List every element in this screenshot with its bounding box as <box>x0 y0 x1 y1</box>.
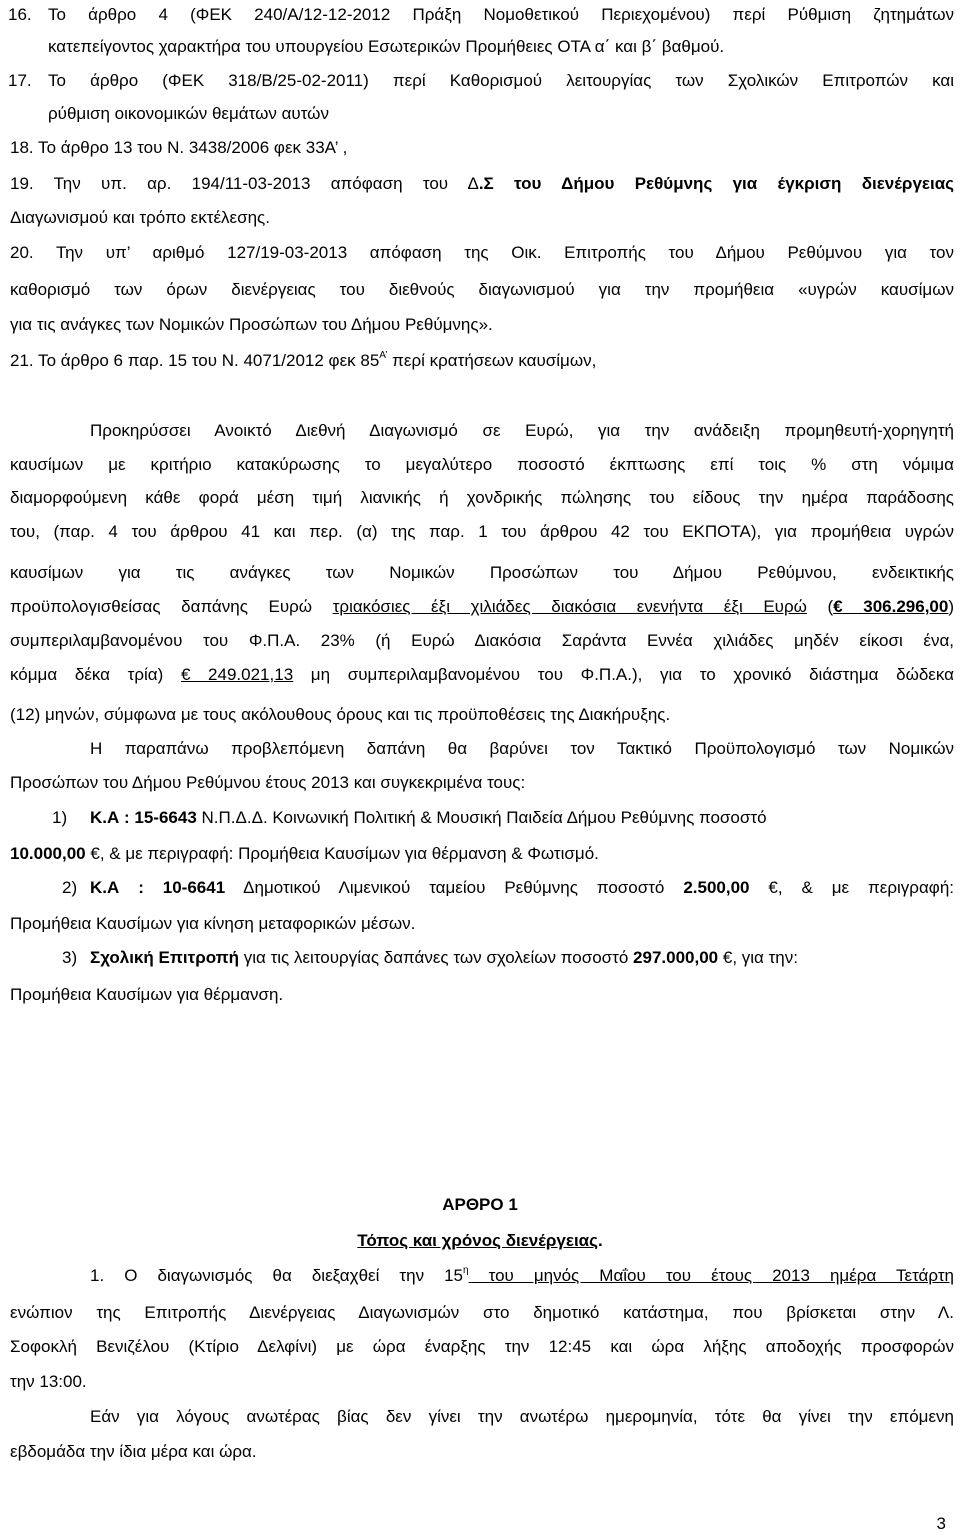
entry-2-code: Κ.Α : 10-6641 <box>90 878 226 897</box>
entry-1-desc-2: €, & με περιγραφή: Προμήθεια Καυσίμων για θέρμανση & Φωτισμό. <box>85 844 599 863</box>
announce-line-5: καυσίμων για τις ανάγκες των Νομικών Προσώπων του Δήμου Ρεθύμνου, ενδεικτικής <box>10 563 954 582</box>
item-number-17: 17. <box>8 71 32 90</box>
entry-3-desc: για τις λειτουργίας δαπάνες των σχολείων ποσοστό <box>239 948 634 967</box>
paren-open: ( <box>806 597 834 616</box>
entry-3-desc-2: €, για την: <box>718 948 798 967</box>
announce-line-2: καυσίμων με κριτήριο κατακύρωσης το μεγαλύτερο ποσοστό έκπτωσης επί τοις % στη νόμιμα <box>10 455 954 474</box>
paren-close: ) <box>948 597 954 616</box>
entry-3-amount: 297.000,00 <box>633 948 719 967</box>
item-19-line-2: Διαγωνισμού και τρόπο εκτέλεσης. <box>10 208 270 227</box>
article-p2-line-2: εβδομάδα την ίδια μέρα και ώρα. <box>10 1442 257 1461</box>
item-19-part-a: 19. Την υπ. αρ. 194/11-03-2013 απόφαση του Δ <box>10 174 479 193</box>
article-subheading-dot: . <box>597 1231 603 1250</box>
budget-entry-3-number: 3) <box>62 948 78 967</box>
p1-part-b: του μηνός Μαΐου του έτους 2013 ημέρα Τετάρτη <box>468 1266 954 1285</box>
announce-line-7: συμπεριλαμβανομένου του Φ.Π.Α. 23% (ή Ευρώ Διακόσια Σαράντα Εννέα χιλιάδες μηδέν είκοσι ένα, <box>10 631 954 650</box>
article-heading: ΑΡΘΡΟ 1 <box>442 1195 518 1214</box>
p1-superscript: η <box>463 1265 469 1276</box>
page-number: 3 <box>936 1514 946 1533</box>
budget-entry-3-line-1 <box>90 947 954 969</box>
article-subheading-text: Τόπος και χρόνος διενέργειας <box>357 1231 598 1250</box>
item-20-line-1: 20. Την υπ’ αριθμό 127/19-03-2013 απόφαση της Οικ. Επιτροπής του Δήμου Ρεθύμνου για τον <box>10 243 954 262</box>
article-p2-line-1: Εάν για λόγους ανωτέρας βίας δεν γίνει την ανωτέρω ημερομηνία, τότε θα γίνει την επόμενη <box>90 1407 954 1426</box>
article-p1-line-4: την 13:00. <box>10 1372 87 1391</box>
item-17-line-2: ρύθμιση οικονομικών θεμάτων αυτών <box>48 104 329 123</box>
item-20-line-2: καθορισμό των όρων διενέργειας του διεθνούς διαγωνισμού για την προμήθεια «υγρών καυσίμων <box>10 280 954 299</box>
entry-1-desc: Ν.Π.Δ.Δ. Κοινωνική Πολιτική & Μουσική Παιδεία Δήμου Ρεθύμνης ποσοστό <box>196 808 767 827</box>
net-amount: € 249.021,13 <box>180 665 294 684</box>
p1-part-a: 1. Ο διαγωνισμός θα διεξαχθεί την 15 <box>90 1266 464 1285</box>
item-number-16: 16. <box>8 5 32 24</box>
item-21-part-a: 21. Το άρθρο 6 παρ. 15 του Ν. 4071/2012 φεκ 85 <box>10 351 380 370</box>
budget-entry-1-number: 1) <box>52 808 68 827</box>
announce-line-8 <box>10 664 954 686</box>
article-subheading <box>0 1230 960 1252</box>
entry-2-desc: Δημοτικού Λιμενικού ταμείου Ρεθύμνης ποσοστό <box>225 878 684 897</box>
budget-entry-2-line-2: Προμήθεια Καυσίμων για κίνηση μεταφορικών μέσων. <box>10 914 416 933</box>
budget-entry-1-line-1 <box>90 807 954 829</box>
item-19-line-1 <box>10 173 954 195</box>
announce-l8-a: κόμμα δέκα τρία) <box>10 665 181 684</box>
article-p1-line-2: ενώπιον της Επιτροπής Διενέργειας Διαγωνισμών στο δημοτικό κατάστημα, που βρίσκεται στην Λ. <box>10 1303 954 1322</box>
entry-3-code: Σχολική Επιτροπή <box>90 948 240 967</box>
announce-l8-c: μη συμπεριλαμβανομένου του Φ.Π.Α.), για το χρονικό διάστημα δώδεκα <box>293 665 955 684</box>
total-amount: € 306.296,00 <box>833 597 949 616</box>
entry-2-amount: 2.500,00 <box>683 878 750 897</box>
announce-line-3: διαμορφούμενη κάθε φορά μέση τιμή λιανικής ή χονδρικής πώλησης του είδους την ημέρα παράδοσης <box>10 488 954 507</box>
announce-line-6 <box>10 596 954 618</box>
item-18: 18. Το άρθρο 13 του Ν. 3438/2006 φεκ 33Α’ , <box>10 138 348 157</box>
budget-entry-3-line-2: Προμήθεια Καυσίμων για θέρμανση. <box>10 985 284 1004</box>
announce-line-1: Προκηρύσσει Ανοικτό Διεθνή Διαγωνισμό σε Ευρώ, για την ανάδειξη προμηθευτή-χορηγητή <box>90 421 954 440</box>
budget-entry-2-line-1 <box>90 877 954 899</box>
item-20-line-3: για τις ανάγκες των Νομικών Προσώπων του Δήμου Ρεθύμνης». <box>10 315 493 334</box>
entry-1-code: Κ.Α : 15-6643 <box>90 808 197 827</box>
item-16-line-1: Το άρθρο 4 (ΦΕΚ 240/Α/12-12-2012 Πράξη Νομοθετικού Περιεχομένου) περί Ρύθμιση ζητημάτων <box>48 5 954 24</box>
announce-amount-intro: προϋπολογισθείσας δαπάνης Ευρώ <box>10 597 333 616</box>
article-p1-line-3: Σοφοκλή Βενιζέλου (Κτίριο Δελφίνι) με ώρα έναρξης την 12:45 και ώρα λήξης αποδοχής προσφορών <box>10 1337 954 1356</box>
amount-in-words: τριακόσιες έξι χιλιάδες διακόσια ενενήντα έξι Ευρώ <box>332 597 807 616</box>
entry-2-desc-2: €, & με περιγραφή: <box>749 878 954 897</box>
item-21-superscript: Α’ <box>379 350 388 361</box>
announce-line-9: (12) μηνών, σύμφωνα με τους ακόλουθους όρους και τις προϋποθέσεις της Διακήρυξης. <box>10 705 671 724</box>
item-17-line-1: Το άρθρο (ΦΕΚ 318/Β/25-02-2011) περί Καθορισμού λειτουργίας των Σχολικών Επιτροπών και <box>48 71 954 90</box>
budget-line-2: Προσώπων του Δήμου Ρεθύμνου έτους 2013 και συγκεκριμένα τους: <box>10 773 526 792</box>
budget-entry-2-number: 2) <box>62 878 78 897</box>
item-19-part-b: .Σ του Δήμου Ρεθύμνης για έγκριση διενέργειας <box>478 174 954 193</box>
item-21-part-b: περί κρατήσεων καυσίμων, <box>387 351 597 370</box>
announce-line-4: του, (παρ. 4 του άρθρου 41 και περ. (α) της παρ. 1 του άρθρου 42 του ΕΚΠΟΤΑ), για προμήθεια υγρών <box>10 522 954 541</box>
item-16-line-2: κατεπείγοντος χαρακτήρα του υπουργείου Εσωτερικών Προμήθειες ΟΤΑ α΄ και β΄ βαθμού. <box>48 37 725 56</box>
item-21 <box>10 350 910 372</box>
entry-1-amount: 10.000,00 <box>10 844 86 863</box>
article-p1-line-1 <box>90 1265 954 1287</box>
budget-line-1: Η παραπάνω προβλεπόμενη δαπάνη θα βαρύνει τον Τακτικό Προϋπολογισμό των Νομικών <box>90 739 954 758</box>
budget-entry-1-line-2 <box>10 843 954 865</box>
